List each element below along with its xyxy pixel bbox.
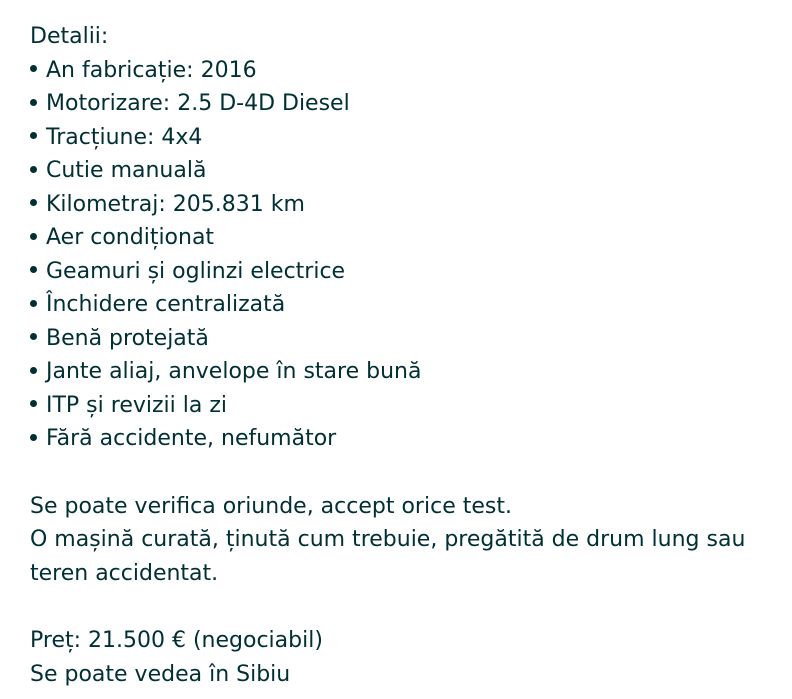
feature-item <box>30 121 770 155</box>
feature-text: Jante aliaj, anvelope în stare bună <box>46 359 422 384</box>
feature-text: Fără accidente, nefumător <box>46 426 337 451</box>
listing-description <box>30 20 770 691</box>
feature-text: Kilometraj: 205.831 km <box>46 191 305 217</box>
bullet-icon <box>30 221 46 255</box>
price-text: Preț: 21.500 € (negociabil) <box>30 628 323 653</box>
spacer <box>30 590 770 624</box>
feature-text: Închidere centralizată <box>46 292 286 317</box>
feature-item <box>30 389 770 423</box>
feature-item <box>30 87 770 121</box>
bullet-icon <box>30 87 46 121</box>
feature-text: An fabricație: 2016 <box>46 57 257 83</box>
bullet-icon <box>30 121 46 155</box>
feature-text: Cutie manuală <box>46 158 207 183</box>
feature-item <box>30 355 770 389</box>
spacer <box>30 456 770 490</box>
feature-text: Benă protejată <box>46 325 209 351</box>
feature-item <box>30 188 770 222</box>
location-text: Se poate vedea în Sibiu <box>30 661 291 687</box>
feature-text: Geamuri și oglinzi electrice <box>46 258 346 284</box>
bullet-icon <box>30 422 46 456</box>
feature-item <box>30 422 770 456</box>
description-heading: Detalii: <box>30 24 109 49</box>
bullet-icon <box>30 188 46 222</box>
paragraph-line: O mașină curată, ținută cum trebuie, pregătită de drum lung sau <box>30 527 746 552</box>
bullet-icon <box>30 389 46 423</box>
feature-text: Motorizare: 2.5 D-4D Diesel <box>46 91 350 116</box>
feature-text: Aer condiționat <box>46 225 215 250</box>
bullet-icon <box>30 322 46 356</box>
bullet-icon <box>30 355 46 389</box>
bullet-icon <box>30 255 46 289</box>
feature-item <box>30 54 770 88</box>
feature-item <box>30 221 770 255</box>
feature-item <box>30 288 770 322</box>
feature-text: ITP și revizii la zi <box>46 392 227 418</box>
bullet-icon <box>30 54 46 88</box>
paragraph-line: teren accidentat. <box>30 560 219 586</box>
bullet-icon <box>30 288 46 322</box>
feature-item <box>30 255 770 289</box>
description-paragraph <box>30 490 770 591</box>
paragraph-line: Se poate verifica oriunde, accept orice test. <box>30 493 512 519</box>
feature-item <box>30 322 770 356</box>
feature-item <box>30 154 770 188</box>
feature-text: Tracțiune: 4x4 <box>46 124 203 150</box>
feature-list <box>30 54 770 456</box>
bullet-icon <box>30 154 46 188</box>
